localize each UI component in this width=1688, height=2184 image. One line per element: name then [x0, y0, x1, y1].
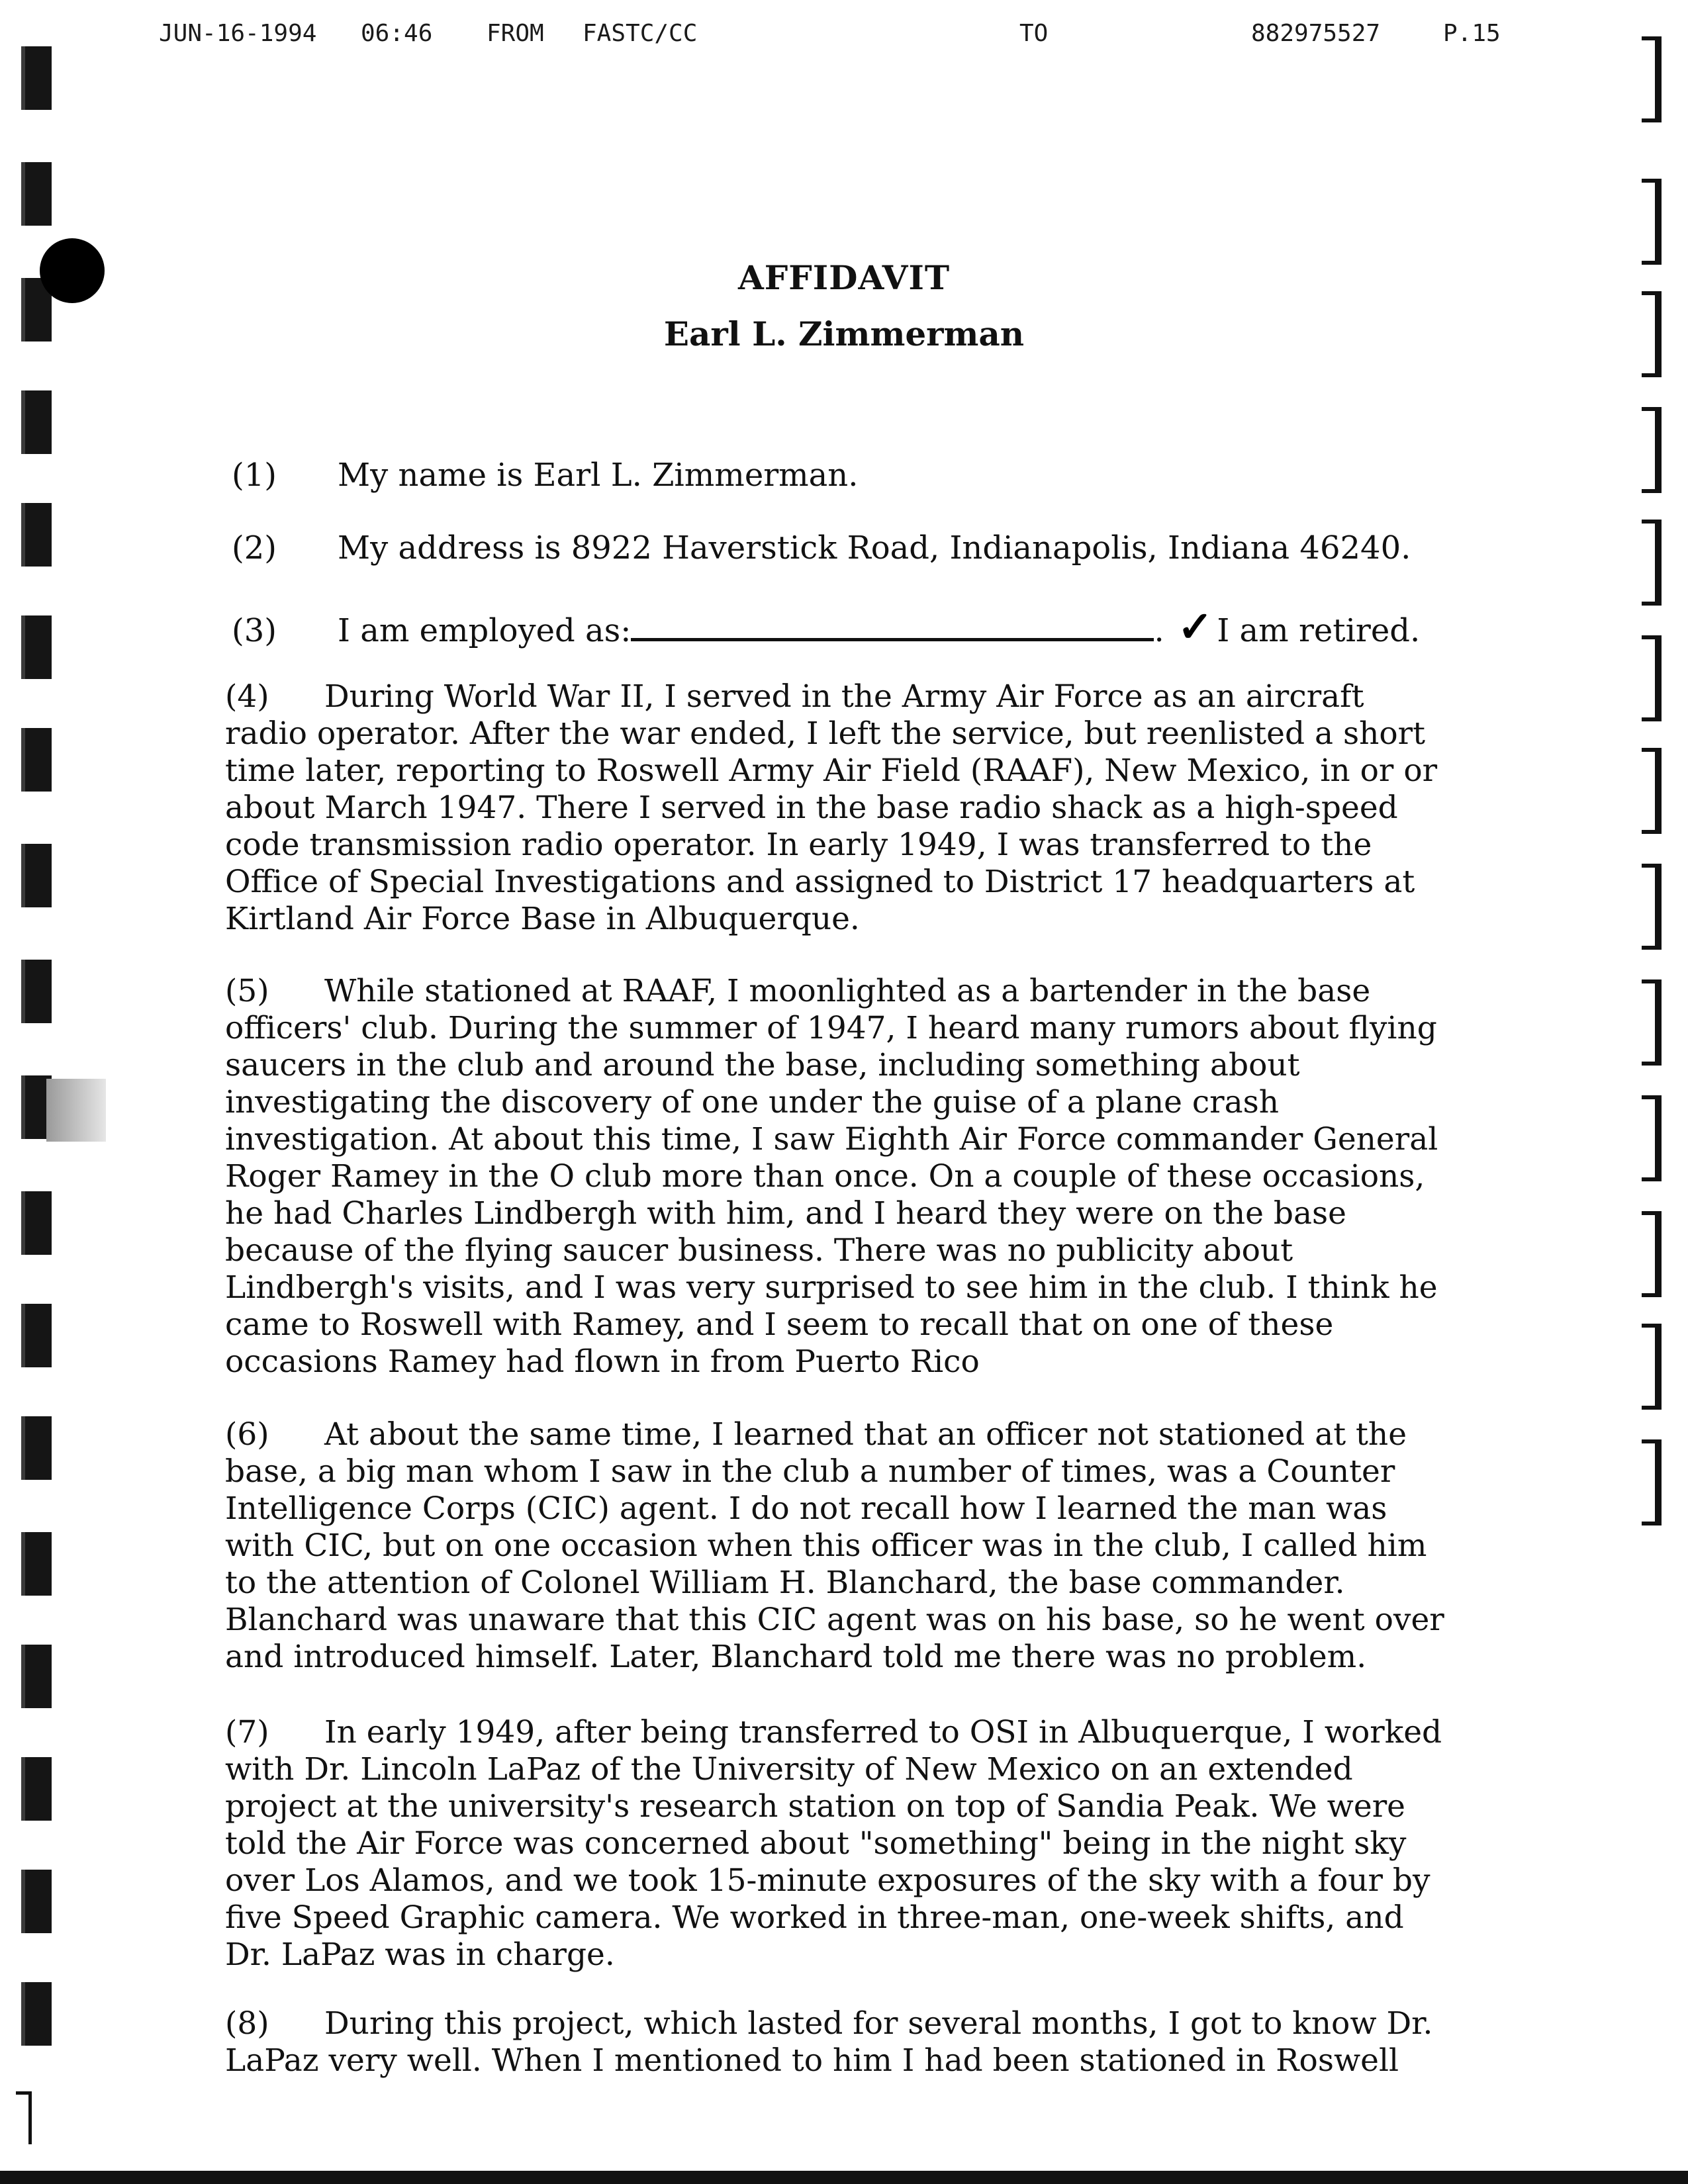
- edge-bracket: [1642, 1439, 1662, 1525]
- edge-bracket: [1642, 1324, 1662, 1410]
- edge-mark: [21, 1416, 52, 1480]
- edge-mark: [21, 162, 52, 226]
- paragraph-number: (7): [225, 1714, 269, 1751]
- item-number: (1): [232, 457, 277, 494]
- paragraph-number: (6): [225, 1416, 269, 1453]
- paragraph-number: (4): [225, 678, 269, 715]
- fax-to-label: TO: [1019, 20, 1049, 47]
- edge-bracket: [1642, 179, 1662, 265]
- edge-bracket: [1642, 1211, 1662, 1297]
- scan-smudge: [46, 1079, 106, 1142]
- paragraph-number: (8): [225, 2005, 269, 2042]
- paragraph-text: In early 1949, after being transferred to OSI in Albuquerque, I worked with Dr. Lincoln LaPaz of the University of New Mexico on an extended project at the university's research station on top of Sandia Peak. We were told the Air Force was concerned about "something" being in the night sky over Los Alamos, and we took 15-minute exposures of the sky with a four by five Speed Graphic camera. We worked in three-man, one-week shifts, and Dr. LaPaz was in charge.: [225, 1714, 1442, 1973]
- fax-date: JUN-16-1994: [159, 20, 317, 47]
- edge-bracket: [1642, 36, 1662, 122]
- edge-mark: [21, 503, 52, 567]
- paragraph-text: While stationed at RAAF, I moonlighted as a bartender in the base officers' club. During the summer of 1947, I heard many rumors about flying saucers in the club and around the base, including something about investigating the discovery of one under the guise of a plane crash investigation. At about this time, I saw Eighth Air Force commander General Roger Ramey in the O club more than once. On a couple of these occasions, he had Charles Lindbergh with him, and I heard they were on the base because of the flying saucer business. There was no publicity about Lindbergh's visits, and I was very surprised to see him in the club. I think he came to Roswell with Ramey, and I seem to recall that on one of these occasions Ramey had flown in from Puerto Rico: [225, 973, 1438, 1380]
- edge-mark: [21, 46, 52, 110]
- paragraph-6: [225, 1416, 1450, 1676]
- employment-label: I am employed as:: [338, 612, 632, 649]
- item-employment: (3) I am employed as: . ✓ I am retired.: [232, 602, 1421, 652]
- item-text: My name is Earl L. Zimmerman.: [338, 457, 859, 494]
- fax-header: [0, 20, 1688, 53]
- bottom-scan-edge: [0, 2171, 1688, 2184]
- affiant-name: Earl L. Zimmerman: [663, 314, 1025, 353]
- fax-number: 882975527: [1251, 20, 1381, 47]
- edge-bracket: [1642, 748, 1662, 834]
- edge-mark: [21, 1870, 52, 1933]
- edge-mark: [21, 1982, 52, 2046]
- paragraph-7: [225, 1714, 1450, 1974]
- fax-sender: FASTC/CC: [583, 20, 698, 47]
- edge-mark: [21, 728, 52, 792]
- handwritten-check-mark: ✓: [1177, 602, 1213, 652]
- paragraph-5: [225, 973, 1450, 1381]
- edge-mark: [21, 1757, 52, 1821]
- fax-from-label: FROM: [487, 20, 544, 47]
- edge-bracket: [1642, 864, 1662, 950]
- edge-bracket: [1642, 979, 1662, 1066]
- edge-bracket: [1642, 635, 1662, 721]
- edge-mark: [21, 1304, 52, 1367]
- item-name: [232, 457, 858, 494]
- edge-mark: [21, 1532, 52, 1596]
- item-number: (3): [232, 612, 277, 649]
- edge-mark: [21, 960, 52, 1023]
- document-title: AFFIDAVIT: [737, 258, 951, 297]
- paragraph-text: During this project, which lasted for several months, I got to know Dr. LaPaz very well. When I mentioned to him I had been stationed in Roswell: [225, 2005, 1433, 2079]
- edge-bracket: [1642, 1095, 1662, 1181]
- edge-bracket: [1642, 407, 1662, 493]
- fax-time: 06:46: [361, 20, 433, 47]
- retired-text: I am retired.: [1217, 612, 1421, 649]
- edge-mark: [21, 615, 52, 679]
- edge-mark: [21, 390, 52, 454]
- item-address: [232, 529, 1411, 567]
- fax-page-number: P.15: [1443, 20, 1501, 47]
- item-text: My address is 8922 Haverstick Road, Indianapolis, Indiana 46240.: [338, 529, 1411, 567]
- paragraph-4: [225, 678, 1450, 938]
- paragraph-text: During World War II, I served in the Army Air Force as an aircraft radio operator. After the war ended, I left the service, but reenlisted a short time later, reporting to Roswell Army Air Field (RAAF), New Mexico, in or or about March 1947. There I served in the base radio shack as a high-speed code transmission radio operator. In early 1949, I was transferred to the Office of Special Investigations and assigned to District 17 headquarters at Kirtland Air Force Base in Albuquerque.: [225, 678, 1438, 937]
- edge-bracket: [1642, 520, 1662, 606]
- edge-mark: [21, 844, 52, 907]
- paragraph-number: (5): [225, 973, 269, 1009]
- paragraph-text: At about the same time, I learned that an officer not stationed at the base, a big man whom I saw in the club a number of times, was a Counter Intelligence Corps (CIC) agent. I do not recall how I learned the man was with CIC, but on one occasion when this officer was in the club, I called him to the attention of Colonel William H. Blanchard, the base commander. Blanchard was unaware that this CIC agent was on his base, so he went over and introduced himself. Later, Blanchard told me there was no problem.: [225, 1416, 1444, 1675]
- edge-mark: [21, 1645, 52, 1708]
- item-number: (2): [232, 529, 277, 567]
- edge-mark: [21, 1191, 52, 1255]
- paragraph-8: [225, 2005, 1450, 2079]
- page-corner-mark: [16, 2091, 32, 2144]
- employment-blank-line: [631, 614, 1154, 641]
